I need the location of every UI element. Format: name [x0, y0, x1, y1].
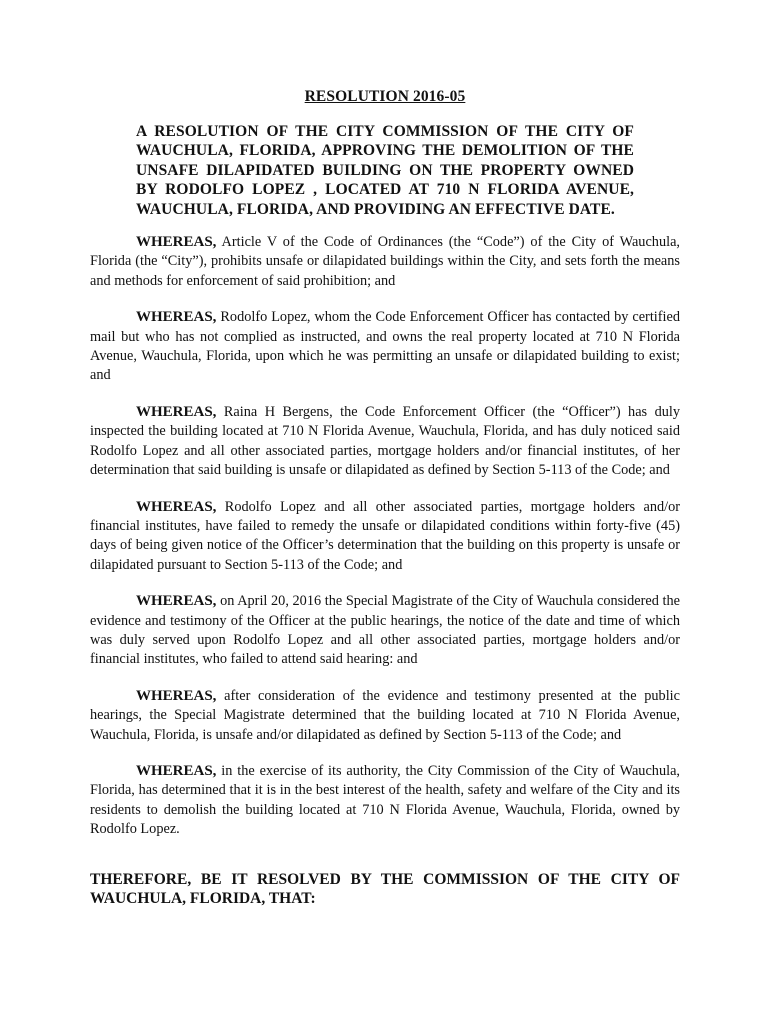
paragraph-text: in the exercise of its authority, the City Commission of the City of Wauchula, Florida, has determined that it is in the best interest of the health, safety and welfare of the City and its residents to demolish the building located at 710 N Florida Avenue, Wauchula, Florida, owned by Rodolfo Lopez.: [90, 762, 680, 838]
whereas-paragraph-7: [90, 762, 680, 840]
whereas-paragraph-6: [90, 687, 680, 745]
whereas-lead: WHEREAS,: [136, 234, 217, 251]
whereas-lead: WHEREAS,: [136, 498, 217, 515]
whereas-paragraph-4: [90, 498, 680, 576]
paragraph-text: Article V of the Code of Ordinances (the “Code”) of the City of Wauchula, Florida (the “City”), prohibits unsafe or dilapidated buildings within the City, and sets forth the means and methods for enforcement of said prohibition; and: [90, 234, 680, 289]
whereas-lead: WHEREAS,: [136, 403, 217, 420]
paragraph-text: Rodolfo Lopez and all other associated parties, mortgage holders and/or financial institutes, have failed to remedy the unsafe or dilapidated conditions within forty-five (45) days of being given notice of the Officer’s determination that the building on this property is unsafe or dilapidated pursuant to Section 5-113 of the Code; and: [90, 498, 680, 573]
whereas-paragraph-2: [90, 308, 680, 386]
whereas-lead: WHEREAS,: [136, 687, 217, 704]
resolution-heading: A RESOLUTION OF THE CITY COMMISSION OF THE CITY OF WAUCHULA, FLORIDA, APPROVING THE DEMOLITION OF THE UNSAFE DILAPIDATED BUILDING ON THE PROPERTY OWNED BY RODOLFO LOPEZ , LOCATED AT 710 N FLORIDA AVENUE, WAUCHULA, FLORIDA, AND PROVIDING AN EFFECTIVE DATE.: [136, 123, 634, 218]
whereas-lead: WHEREAS,: [136, 309, 217, 326]
paragraph-text: on April 20, 2016 the Special Magistrate of the City of Wauchula considered the evidence and testimony of the Officer at the public hearings, the notice of the date and time of which was duly served upon Rodolfo Lopez and all other associated parties, mortgage holders and/or financial institutes, who failed to attend said hearing: and: [90, 593, 680, 668]
whereas-paragraph-1: [90, 233, 680, 291]
whereas-paragraph-5: [90, 592, 680, 670]
paragraph-text: after consideration of the evidence and testimony presented at the public hearings, the Special Magistrate determined that the building located at 710 N Florida Avenue, Wauchula, Florida, is unsafe and/or dilapidated as defined by Section 5-113 of the Code; and: [90, 687, 680, 743]
document-page: [90, 88, 680, 908]
paragraph-text: Raina H Bergens, the Code Enforcement Officer (the “Officer”) has duly inspected the building located at 710 N Florida Avenue, Wauchula, Florida, and has duly noticed said Rodolfo Lopez and all other associated parties, mortgage holders and/or financial institutes, of her determination that said building is unsafe or dilapidated as defined by Section 5-113 of the Code; and: [90, 403, 680, 479]
paragraph-text: Rodolfo Lopez, whom the Code Enforcement Officer has contacted by certified mail but who has not complied as instructed, and owns the real property located at 710 N Florida Avenue, Wauchula, Florida, upon which he was permitting an unsafe or dilapidated building to exist; and: [90, 309, 680, 384]
whereas-lead: WHEREAS,: [136, 593, 217, 610]
therefore-clause: THEREFORE, BE IT RESOLVED BY THE COMMISSION OF THE CITY OF WAUCHULA, FLORIDA, THAT:: [90, 870, 680, 907]
whereas-lead: WHEREAS,: [136, 762, 217, 779]
resolution-title: RESOLUTION 2016-05: [304, 88, 466, 105]
whereas-paragraph-3: [90, 403, 680, 481]
